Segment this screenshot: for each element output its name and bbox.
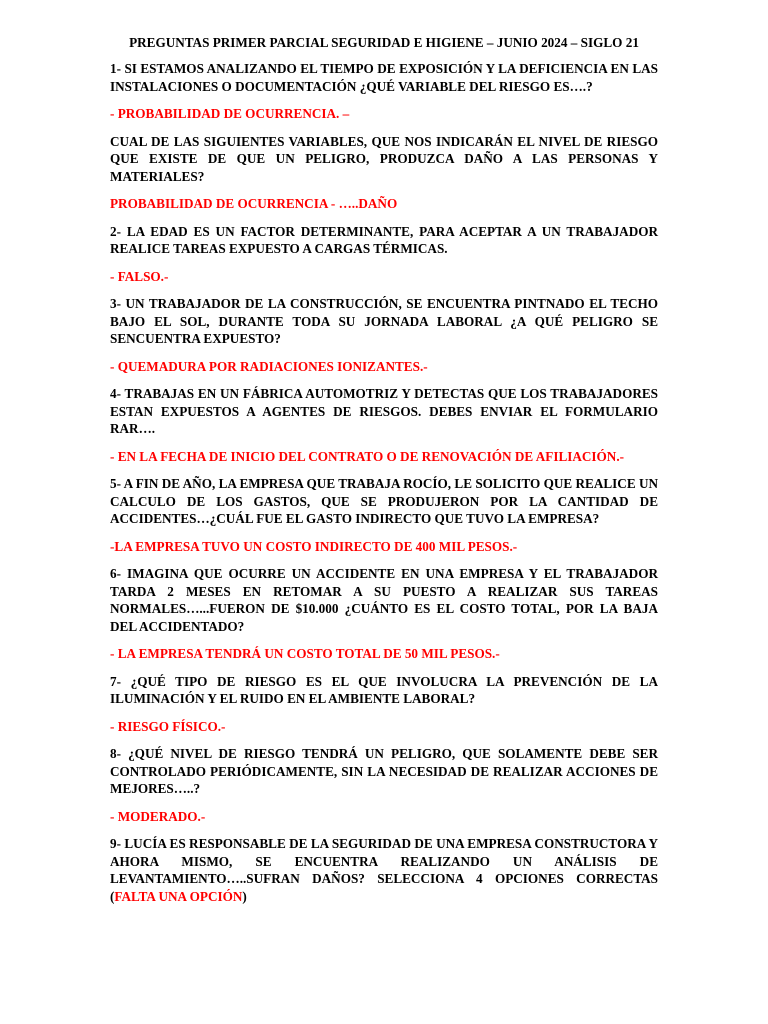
question-2: 2- LA EDAD ES UN FACTOR DETERMINANTE, PARA ACEPTAR A UN TRABAJADOR REALICE TAREAS EXPUESTO A CARGAS TÉRMICAS. [110, 223, 658, 256]
question-6: 6- IMAGINA QUE OCURRE UN ACCIDENTE EN UNA EMPRESA Y EL TRABAJADOR TARDA 2 MESES EN RETOMAR A SU PUESTO A REALIZAR SUS TAREAS NORMALES…...FUERON DE $10.000 ¿CUÁNTO ES EL COSTO TOTAL, POR LA BAJA DEL ACCIDENTADO? [110, 566, 658, 634]
document-title: PREGUNTAS PRIMER PARCIAL SEGURIDAD E HIGIENE – JUNIO 2024 – SIGLO 21 [129, 35, 639, 50]
answer-1: - PROBABILIDAD DE OCURRENCIA. – [110, 106, 350, 121]
question-3: 3- UN TRABAJADOR DE LA CONSTRUCCIÓN, SE ENCUENTRA PINTNADO EL TECHO BAJO EL SOL, DURANTE TODA SU JORNADA LABORAL ¿A QUÉ PELIGRO SE SENCUENTRA EXPUESTO? [110, 296, 658, 346]
question-7: 7- ¿QUÉ TIPO DE RIESGO ES EL QUE INVOLUCRA LA PREVENCIÓN DE LA ILUMINACIÓN Y EL RUIDO EN EL AMBIENTE LABORAL? [110, 673, 658, 706]
answer-6: - LA EMPRESA TENDRÁ UN COSTO TOTAL DE 50 MIL PESOS.- [110, 646, 500, 661]
answer-7: - RIESGO FÍSICO.- [110, 718, 226, 734]
question-9-note: FALTA UNA OPCIÓN [114, 888, 243, 904]
question-5: 5- A FIN DE AÑO, LA EMPRESA QUE TRABAJA ROCÍO, LE SOLICITO QUE REALICE UN CALCULO DE LOS GASTOS, QUE SE PRODUJERON POR LA CANTIDAD DE ACCIDENTES…¿CUÁL FUE EL GASTO INDIRECTO QUE TUVO LA EMPRESA? [110, 476, 658, 526]
answer-4: - EN LA FECHA DE INICIO DEL CONTRATO O DE RENOVACIÓN DE AFILIACIÓN.- [110, 448, 625, 464]
question-9-text: 9- LUCÍA ES RESPONSABLE DE LA SEGURIDAD DE UNA EMPRESA CONSTRUCTORA Y AHORA MISMO, SE ENCUENTRA REALIZANDO UN ANÁLISIS DE LEVANTAMIENTO…..SUFRAN DAÑOS? SELECCIONA 4 OPCIONES CORRECTAS ( [110, 836, 658, 904]
answer-3: - QUEMADURA POR RADIACIONES IONIZANTES.- [110, 358, 428, 374]
question-1b: CUAL DE LAS SIGUIENTES VARIABLES, QUE NOS INDICARÁN EL NIVEL DE RIESGO QUE EXISTE DE QUE UN PELIGRO, PRODUZCA DAÑO A LAS PERSONAS Y MATERIALES? [110, 133, 658, 184]
answer-8: - MODERADO.- [110, 808, 206, 824]
answer-5: -LA EMPRESA TUVO UN COSTO INDIRECTO DE 400 MIL PESOS.- [110, 538, 518, 554]
question-1: 1- SI ESTAMOS ANALIZANDO EL TIEMPO DE EXPOSICIÓN Y LA DEFICIENCIA EN LAS INSTALACIONES O DOCUMENTACIÓN ¿QUÉ VARIABLE DEL RIESGO ES….? [110, 61, 658, 94]
answer-1b: PROBABILIDAD DE OCURRENCIA - …..DAÑO [110, 196, 398, 211]
answer-2: - FALSO.- [110, 268, 169, 284]
question-9-close: ) [242, 888, 247, 904]
question-4: 4- TRABAJAS EN UN FÁBRICA AUTOMOTRIZ Y DETECTAS QUE LOS TRABAJADORES ESTAN EXPUESTOS A AGENTES DE RIESGOS. DEBES ENVIAR EL FORMULARIO RAR…. [110, 386, 658, 436]
question-9 [110, 835, 658, 905]
question-8: 8- ¿QUÉ NIVEL DE RIESGO TENDRÁ UN PELIGRO, QUE SOLAMENTE DEBE SER CONTROLADO PERIÓDICAMENTE, SIN LA NECESIDAD DE REALIZAR ACCIONES DE MEJORES…..? [110, 746, 658, 796]
